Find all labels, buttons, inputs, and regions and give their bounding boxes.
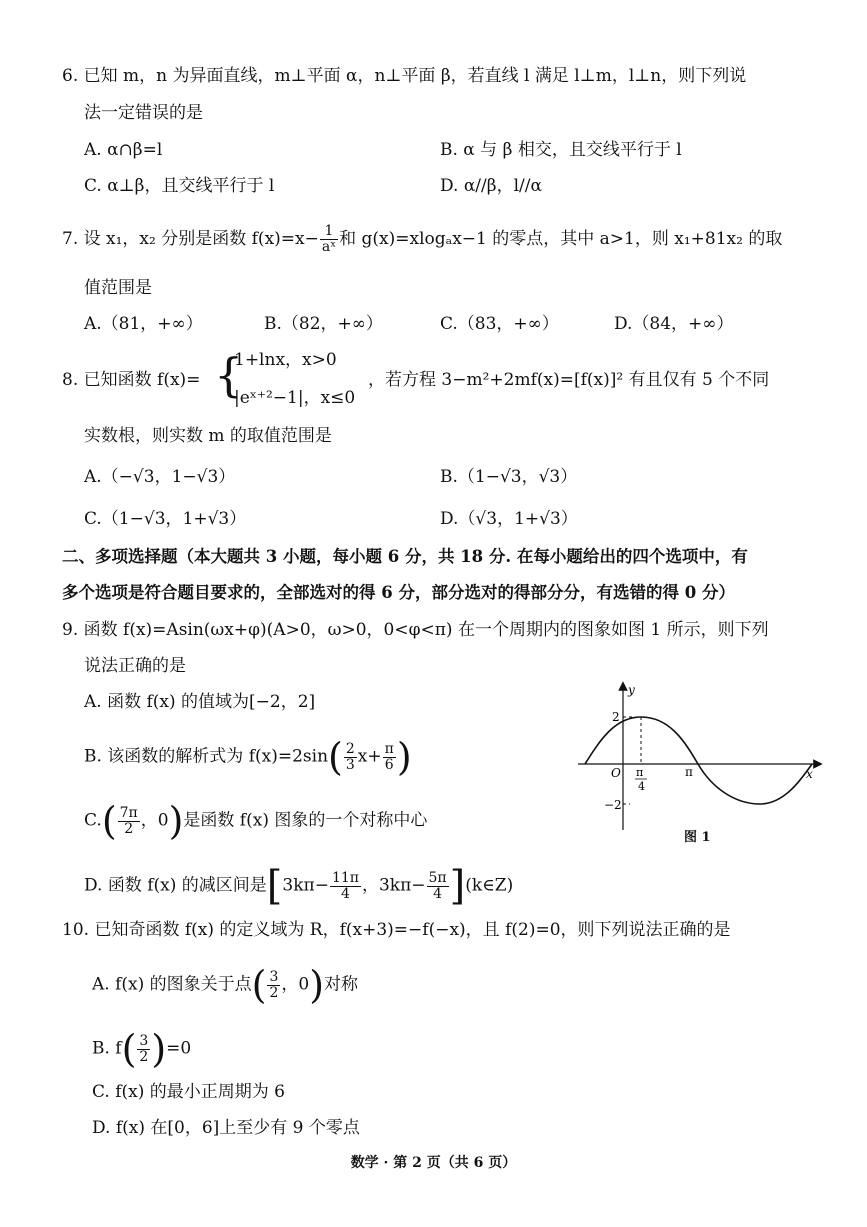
q10-a-frac bbox=[267, 970, 280, 1001]
x-tick-pi: π bbox=[685, 765, 693, 779]
q9-d-b: ，3kπ− bbox=[361, 875, 426, 896]
q9-d-frac1 bbox=[330, 871, 361, 902]
q10-option-d: D. f(x) 在[0，6]上至少有 9 个零点 bbox=[92, 1118, 360, 1138]
q8-option-d: D.（√3，1+√3） bbox=[440, 509, 578, 529]
y-tick-neg2: −2 bbox=[604, 798, 622, 812]
q9-c-frac-den: 2 bbox=[124, 820, 134, 837]
q10-b-post: =0 bbox=[166, 1038, 192, 1059]
q9-stem-line2: 说法正确的是 bbox=[84, 656, 186, 676]
q7-frac-den: aˣ bbox=[321, 239, 337, 255]
q9-d-frac2 bbox=[427, 871, 449, 902]
q8-case-1: 1+lnx，x>0 bbox=[234, 350, 337, 370]
q10-option-c: C. f(x) 的最小正周期为 6 bbox=[92, 1082, 285, 1102]
q7-option-a: A.（81，+∞） bbox=[84, 314, 203, 334]
q9-option-a: A. 函数 f(x) 的值域为[−2，2] bbox=[84, 692, 316, 712]
q9-option-d bbox=[84, 863, 514, 909]
q8-stem-part-a: 8. 已知函数 f(x)= bbox=[62, 370, 201, 390]
q6-option-a: A. α∩β=l bbox=[84, 140, 163, 160]
q9-b-frac2-den: 6 bbox=[384, 756, 394, 773]
q8-option-c: C.（1−√3，1+√3） bbox=[84, 509, 247, 529]
section2-heading-line2: 多个选项是符合题目要求的，全部选对的得 6 分，部分选对的得部分分，有选错的得 0 分） bbox=[62, 583, 735, 602]
q8-stem-part-b: ，若方程 3−m²+2mf(x)=[f(x)]² 有且仅有 5 个不同 bbox=[368, 370, 770, 390]
q8-option-b: B.（1−√3，√3） bbox=[440, 467, 578, 487]
q7-option-c: C.（83，+∞） bbox=[440, 314, 559, 334]
q9-option-c bbox=[84, 799, 428, 843]
q8-case-2: |eˣ⁺²−1|，x≤0 bbox=[234, 388, 356, 408]
q10-a-prefix: A. f(x) 的图象关于点 bbox=[92, 974, 252, 995]
q10-b-rparen: ) bbox=[151, 1027, 167, 1071]
q9-b-frac2-num: π bbox=[384, 740, 394, 757]
q8-option-a: A.（−√3，1−√3） bbox=[84, 467, 236, 487]
q9-c-mid: ，0 bbox=[140, 810, 169, 831]
q7-stem-part-b: 和 g(x)=xlogₐx−1 的零点，其中 a>1，则 x₁+81x₂ 的取 bbox=[339, 229, 783, 249]
q6-option-d: D. α//β，l//α bbox=[440, 176, 542, 196]
section2-heading-line1: 二、多项选择题（本大题共 3 小题，每小题 6 分，共 18 分. 在每小题给出的四个选项中，有 bbox=[62, 547, 748, 566]
q6-option-b: B. α 与 β 相交，且交线平行于 l bbox=[440, 140, 682, 160]
q9-c-rparen: ) bbox=[168, 799, 184, 843]
q9-d-frac1-num: 11π bbox=[331, 869, 359, 886]
q10-b-lparen: ( bbox=[121, 1027, 137, 1071]
x-tick-pi4-num: π bbox=[636, 766, 644, 779]
q9-d-frac1-den: 4 bbox=[341, 885, 350, 902]
q9-b-frac1-den: 3 bbox=[345, 756, 355, 773]
sine-curve bbox=[585, 717, 812, 804]
q9-c-post: 是函数 f(x) 图象的一个对称中心 bbox=[183, 810, 428, 831]
q7-stem-line2: 值范围是 bbox=[84, 278, 152, 298]
q9-d-rbracket: ] bbox=[449, 863, 466, 909]
q9-c-prefix: C. bbox=[84, 810, 102, 831]
q8-case-brace: { bbox=[214, 348, 244, 402]
x-axis-label: x bbox=[806, 767, 813, 781]
q9-d-frac2-den: 4 bbox=[433, 885, 443, 902]
q7-fraction bbox=[320, 224, 338, 255]
q9-b-frac1-num: 2 bbox=[345, 740, 355, 757]
q10-b-frac-num: 3 bbox=[139, 1032, 149, 1049]
q10-stem: 10. 已知奇函数 f(x) 的定义域为 R，f(x+3)=−f(−x)，且 f(2)=0，则下列说法正确的是 bbox=[62, 920, 731, 940]
q9-d-post: (k∈Z) bbox=[465, 875, 514, 896]
q7-frac-num: 1 bbox=[320, 224, 338, 240]
y-axis-label: y bbox=[628, 683, 635, 697]
q10-option-a bbox=[92, 963, 359, 1007]
q10-a-frac-den: 2 bbox=[269, 984, 279, 1001]
q10-a-lparen: ( bbox=[251, 963, 267, 1007]
q6-stem-line2: 法一定错误的是 bbox=[84, 103, 203, 123]
q10-b-prefix: B. f bbox=[92, 1038, 122, 1059]
q9-b-rparen: ) bbox=[396, 735, 412, 779]
q7-option-b: B.（82，+∞） bbox=[264, 314, 383, 334]
q10-a-rparen: ) bbox=[309, 963, 325, 1007]
q9-d-lbracket: [ bbox=[266, 863, 283, 909]
q9-c-frac bbox=[118, 806, 140, 837]
q6-option-c: C. α⊥β，且交线平行于 l bbox=[84, 176, 275, 196]
q9-b-prefix: B. 该函数的解析式为 f(x)=2sin bbox=[84, 746, 329, 767]
origin-label: O bbox=[611, 766, 621, 780]
q9-b-frac2 bbox=[383, 742, 396, 773]
y-tick-2: 2 bbox=[612, 710, 620, 724]
q9-b-mid: x+ bbox=[357, 746, 382, 767]
q9-c-lparen: ( bbox=[101, 799, 117, 843]
q10-a-post: 对称 bbox=[324, 974, 359, 995]
q9-d-prefix: D. 函数 f(x) 的减区间是 bbox=[84, 875, 267, 896]
q9-c-frac-num: 7π bbox=[119, 804, 138, 821]
q10-a-mid: ，0 bbox=[281, 974, 310, 995]
q10-b-frac bbox=[137, 1034, 150, 1065]
q9-d-frac2-num: 5π bbox=[428, 869, 447, 886]
x-tick-pi4-den: 4 bbox=[638, 780, 645, 793]
q8-stem-line2: 实数根，则实数 m 的取值范围是 bbox=[84, 426, 332, 446]
page-footer: 数学 · 第 2 页（共 6 页） bbox=[350, 1155, 517, 1171]
figure-1-caption: 图 1 bbox=[684, 830, 711, 845]
q9-option-b bbox=[84, 735, 412, 779]
q9-b-lparen: ( bbox=[328, 735, 343, 779]
q9-b-frac1 bbox=[344, 742, 357, 773]
q7-stem-part-a: 7. 设 x₁，x₂ 分别是函数 f(x)=x− bbox=[62, 229, 319, 249]
figure-1-sine-graph bbox=[570, 680, 830, 850]
q10-b-frac-den: 2 bbox=[139, 1048, 149, 1065]
q9-d-a: 3kπ− bbox=[282, 875, 329, 896]
q7-option-d: D.（84，+∞） bbox=[614, 314, 734, 334]
q7-stem-line1 bbox=[62, 224, 782, 255]
q10-a-frac-num: 3 bbox=[269, 968, 279, 985]
q9-stem-line1: 9. 函数 f(x)=Asin(ωx+φ)(A>0，ω>0，0<φ<π) 在一个周期内的图象如图 1 所示，则下列 bbox=[62, 620, 769, 640]
q6-stem-line1: 6. 已知 m，n 为异面直线，m⊥平面 α，n⊥平面 β，若直线 l 满足 l⊥m，l⊥n，则下列说 bbox=[62, 66, 747, 86]
q10-option-b bbox=[92, 1027, 192, 1071]
